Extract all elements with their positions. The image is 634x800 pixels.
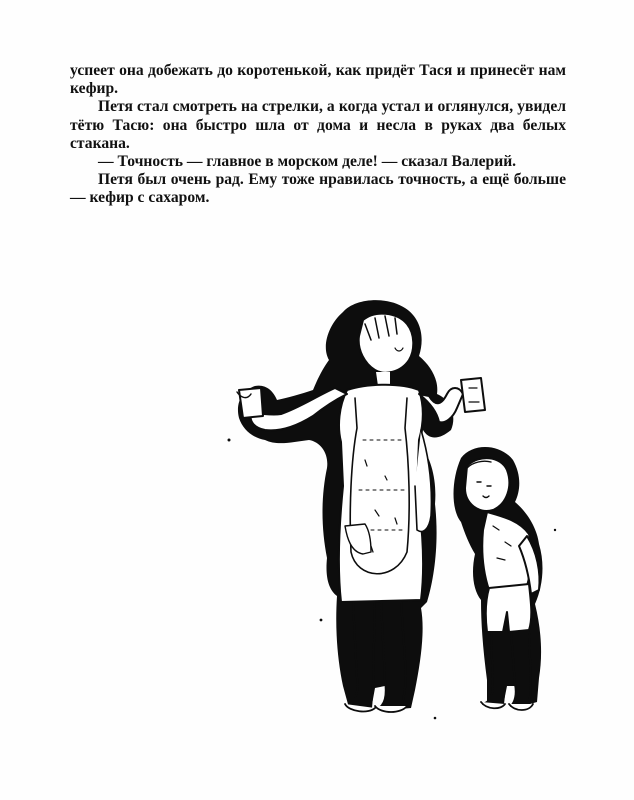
paragraph-4: Петя был очень рад. Ему тоже нравилась точность, а ещё больше — кефир с сахаром.	[70, 171, 566, 207]
paragraph-3: — Точность — главное в морском деле! — сказал Валерий.	[98, 153, 517, 171]
paragraph-1: успеет она добежать до коротенькой, как придёт Тася и принесёт нам кефир.	[70, 62, 566, 98]
paragraph-2: Петя стал смотреть на стрелки, а когда устал и оглянулся, увидел тётю Тасю: она быстро шла от дома и несла в руках два белых стакана.	[70, 98, 566, 152]
illustration-woman-and-boy	[225, 290, 580, 720]
text-block	[70, 62, 566, 208]
